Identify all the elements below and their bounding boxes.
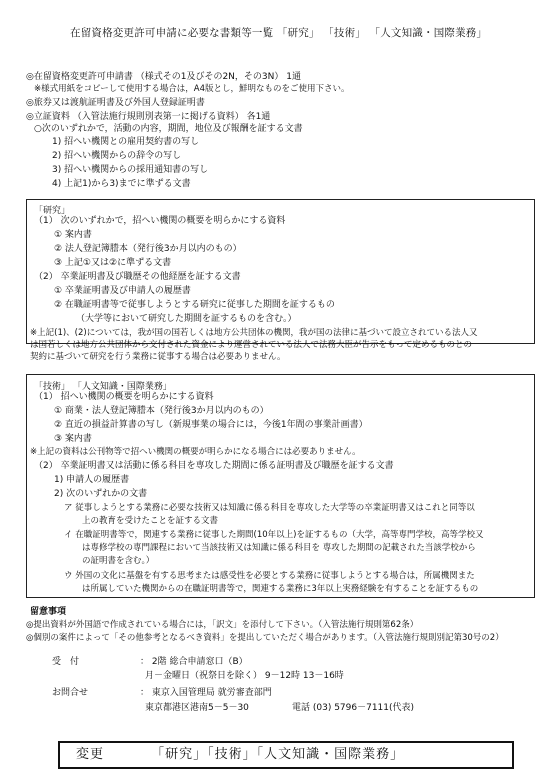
research-note: は国若しくは地方公共団体から交付された資金により運営されている法人で法務大臣が告示をもって定めるものとの <box>30 340 473 350</box>
technology-line: ウ 外国の文化に基盤を有する思考または感受性を必要とする業務に従事しようとする場合は，所属機関また <box>64 571 475 581</box>
technology-line: 上の教育を受けたことを証する文書 <box>82 516 219 526</box>
research-line: （大学等において研究した期間を証するものを含む。） <box>76 314 297 324</box>
copy-note: ※様式用紙をコピーして使用する場合は，A4版とし，鮮明なものをご使用下さい。 <box>34 84 350 94</box>
technology-line: ※上記の資料は公刊物等で招へい機関の概要が明らかになる場合には必要ありません。 <box>30 447 361 457</box>
reception-label: 受 付 <box>52 657 80 667</box>
research-line: ③ 上記①又は②に準ずる文書 <box>54 258 172 268</box>
research-line: （1） 次のいずれかで，招へい機関の概要を明らかにする資料 <box>34 216 286 226</box>
technology-line: ① 商業・法人登記簿謄本（発行後3か月以内のもの） <box>54 406 269 416</box>
research-line: ② 法人登記簿謄本（発行後3か月以内のもの） <box>54 244 242 254</box>
inquiry-label: お問合せ <box>52 688 89 698</box>
footer-label: 変更 <box>76 747 105 762</box>
research-box-title: 「研究」 <box>34 206 71 216</box>
technology-box-title: 「技術」 「人文知識・国際業務」 <box>34 382 172 392</box>
technology-line: は専修学校の専門課程において当該技術又は知識に係る科目を 専攻した期間の記載された当該学校から <box>82 543 476 553</box>
application-form-line: ◎在留資格変更許可申請書 （様式その1及びその2N，その3N） 1通 <box>26 72 301 82</box>
technology-line: ② 直近の損益計算書の写し（新規事業の場合には，今後1年間の事業計画書） <box>54 420 368 430</box>
research-line: ① 案内書 <box>54 230 92 240</box>
evidence-item-2: 2) 招へい機関からの辞令の写し <box>52 151 182 161</box>
technology-line: は所属していた機関からの在職証明書等で，関連する業務に3年以上実務経験を有することを証するもの <box>82 584 479 594</box>
technology-line: ア 従事しようとする業務に必要な技術又は知識に係る科目を専攻した大学等の卒業証明書又はこれと同等以 <box>64 503 475 513</box>
reception-hours: 月－金曜日（祝祭日を除く） 9－12時 13－16時 <box>145 671 344 681</box>
office-address: 東京都港区港南5－5－30 <box>145 703 249 713</box>
passport-line: ◎旅券又は渡航証明書及び外国人登録証明書 <box>26 98 205 108</box>
notes-line-1: ◎提出資料が外国語で作成されている場合には，「訳文」を添付して下さい。（入管法施行規則第62条） <box>26 620 419 630</box>
reception-place: ： 2階 総合申請窓口（B） <box>140 657 248 667</box>
office-name: ： 東京入国管理局 就労審査部門 <box>140 688 272 698</box>
evidence-item-4: 4) 上記1)から3)までに準ずる文書 <box>52 179 191 189</box>
technology-line: （2） 卒業証明書又は活動に係る科目を専攻した期間に係る証明書及び職歴を証する文書 <box>34 461 394 471</box>
office-phone: 電話 (03) 5796－7111(代表) <box>292 703 415 713</box>
evidence-line: ◎立証資料 （入管法施行規則別表第一に掲げる資料） 各1通 <box>26 112 271 122</box>
research-line: ② 在職証明書等で従事しようとする研究に従事した期間を証するもの <box>54 300 335 310</box>
technology-line: の証明書を含む。） <box>82 556 155 566</box>
technology-line: ③ 案内書 <box>54 434 92 444</box>
evidence-item-1: 1) 招へい機関との雇用契約書の写し <box>52 137 200 147</box>
footer-box <box>58 741 514 769</box>
technology-line: イ 在職証明書等で，関連する業務に従事した期間(10年以上)を証するもの（大学，高等専門学校，高等学校又 <box>64 530 484 540</box>
technology-line: 2) 次のいずれかの文書 <box>54 489 148 499</box>
notes-line-2: ◎個別の案件によって「その他参考となるべき資料」を提出していただく場合があります。（入管法施行規則別記第30号の2） <box>26 633 504 643</box>
notes-title: 留意事項 <box>30 607 67 617</box>
technology-line: （1） 招へい機関の概要を明らかにする資料 <box>34 392 214 402</box>
technology-line: 1) 申請人の履歴書 <box>54 475 130 485</box>
research-line: （2） 卒業証明書及び職歴その他経歴を証する文書 <box>34 272 241 282</box>
research-line: ① 卒業証明書及び申請人の履歴書 <box>54 286 191 296</box>
evidence-subhead: ○次のいずれかで，活動の内容，期間，地位及び報酬を証する文書 <box>34 124 303 134</box>
evidence-item-3: 3) 招へい機関からの採用通知書の写し <box>52 165 209 175</box>
research-note: ※上記(1)、(2)については，我が国の国若しくは地方公共団体の機関，我が国の法律に基づいて設立されている法人又 <box>30 328 478 338</box>
research-note: 契約に基づいて研究を行う業務に従事する場合は必要ありません。 <box>30 352 286 362</box>
footer-categories: 「研究」「技術」「人文知識・国際業務」 <box>151 747 405 762</box>
page-title: 在留資格変更許可申請に必要な書類等一覧 「研究」 「技術」 「人文知識・国際業務」 <box>70 27 488 39</box>
